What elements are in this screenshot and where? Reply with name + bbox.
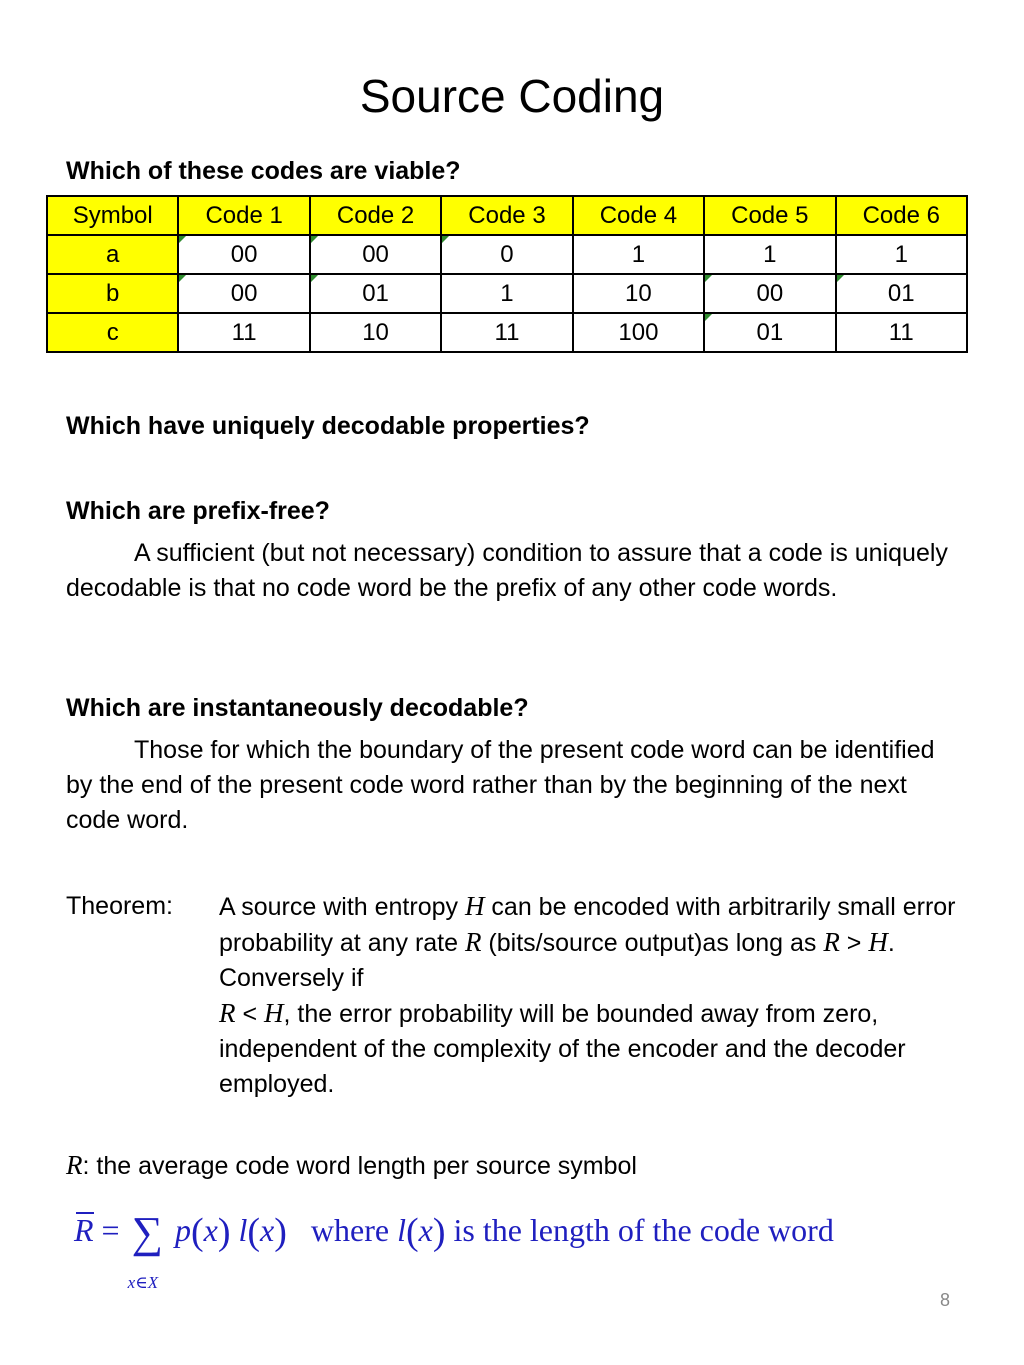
theorem-label: Theorem:	[66, 892, 173, 920]
table-row	[47, 274, 967, 313]
average-length-formula: R = ∑ x∈X p(x) l(x) where l(x) is the length of the code word	[74, 1208, 834, 1292]
table-cell: 01	[310, 274, 441, 313]
prefix-explanation: A sufficient (but not necessary) condition to assure that a code is uniquely decodable is that no code word be the prefix of any other code words.	[66, 539, 948, 602]
question-viable: Which of these codes are viable?	[66, 157, 461, 185]
question-uniquely-decodable: Which have uniquely decodable properties?	[66, 412, 590, 440]
table-cell: 11	[836, 313, 967, 352]
table-cell: 01	[836, 274, 967, 313]
header-code-1: Code 1	[178, 196, 309, 235]
table-header-row	[47, 196, 967, 235]
question-instantaneous: Which are instantaneously decodable?	[66, 694, 529, 722]
symbol-cell: a	[47, 235, 178, 274]
header-symbol: Symbol	[47, 196, 178, 235]
table-cell: 0	[441, 235, 572, 274]
table-cell: 00	[310, 235, 441, 274]
symbol-cell: b	[47, 274, 178, 313]
r-bar: R	[74, 1206, 94, 1254]
rate-definition: R: the average code word length per source symbol	[66, 1150, 637, 1180]
cell-marker-icon	[837, 275, 844, 282]
table-cell: 1	[836, 235, 967, 274]
table-cell: 1	[441, 274, 572, 313]
table-cell: 00	[704, 274, 835, 313]
table-cell: 00	[178, 235, 309, 274]
table-cell: 1	[704, 235, 835, 274]
cell-marker-icon	[311, 236, 318, 243]
sum-symbol: ∑ x∈X	[127, 1208, 163, 1292]
header-code-3: Code 3	[441, 196, 572, 235]
table-row	[47, 313, 967, 352]
header-code-6: Code 6	[836, 196, 967, 235]
table-cell: 1	[573, 235, 704, 274]
cell-marker-icon	[705, 275, 712, 282]
instant-explanation: Those for which the boundary of the present code word can be identified by the end of the present code word rather than by the beginning of the next code word.	[66, 736, 935, 834]
header-code-2: Code 2	[310, 196, 441, 235]
header-code-5: Code 5	[704, 196, 835, 235]
table-cell: 100	[573, 313, 704, 352]
code-table	[46, 195, 968, 353]
cell-marker-icon	[311, 275, 318, 282]
table-cell: 11	[178, 313, 309, 352]
cell-marker-icon	[179, 275, 186, 282]
table-row	[47, 235, 967, 274]
cell-marker-icon	[705, 314, 712, 321]
table-cell: 10	[310, 313, 441, 352]
question-prefix-free: Which are prefix-free?	[66, 497, 330, 525]
table-cell: 10	[573, 274, 704, 313]
cell-marker-icon	[442, 236, 449, 243]
symbol-cell: c	[47, 313, 178, 352]
table-cell: 00	[178, 274, 309, 313]
cell-marker-icon	[179, 236, 186, 243]
table-cell: 01	[704, 313, 835, 352]
header-code-4: Code 4	[573, 196, 704, 235]
slide-title: Source Coding	[359, 70, 665, 122]
page-number: 8	[940, 1290, 951, 1310]
theorem-text: A source with entropy H can be encoded with arbitrarily small error probability at any rate R (bits/source output)as long as R > H. Conversely if R < H, the error probability will be bounded away from zero, independent of the complexity of the encoder and the decoder employed.	[219, 891, 956, 1098]
table-cell: 11	[441, 313, 572, 352]
